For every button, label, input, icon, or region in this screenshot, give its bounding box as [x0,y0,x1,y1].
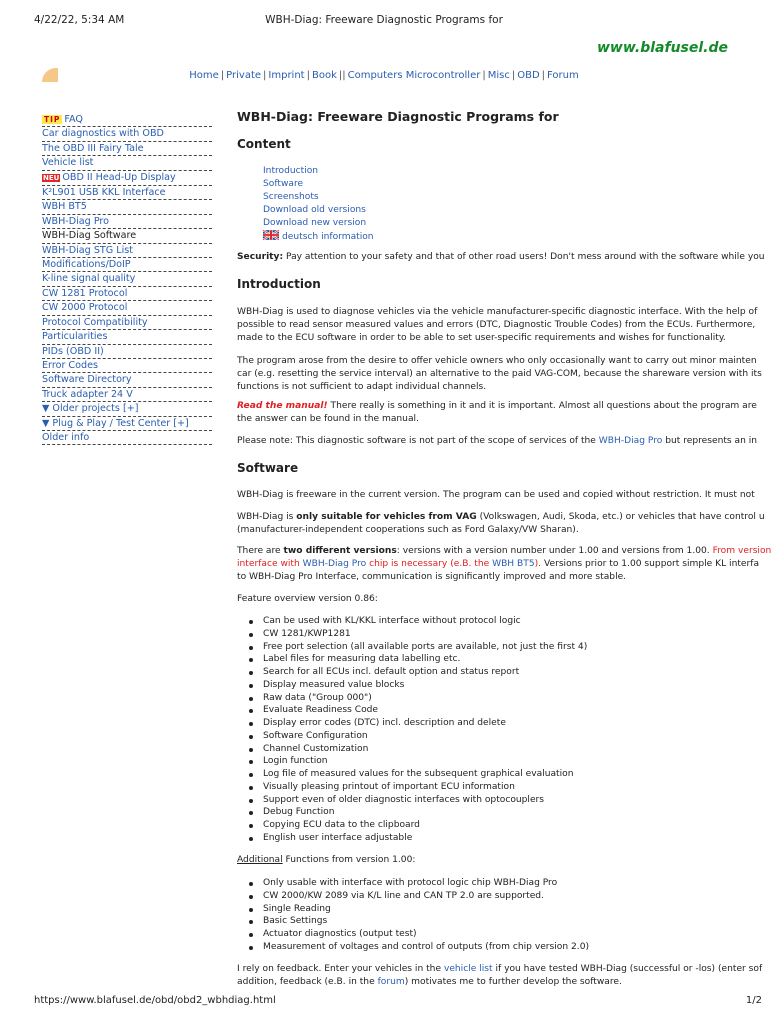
sw-p2-line2: (manufacturer-independent cooperations such as Ford Galaxy/VW Sharan). [237,525,579,535]
feedback-paragraph [237,963,763,989]
nav-book[interactable]: Book [311,70,337,81]
toc-screenshots[interactable]: Screenshots [263,192,319,202]
list-item: Log file of measured values for the subsequent graphical evaluation [237,768,587,781]
feature-list [237,615,587,845]
intro-paragraph-2 [237,355,762,394]
sidebar-item-pids[interactable]: PIDs (OBD II) [42,345,212,359]
nav-private[interactable]: Private [226,70,262,81]
manual-paragraph [237,400,757,426]
sidebar-item-wbh-bt5[interactable]: WBH BT5 [42,200,212,214]
nav-obd[interactable]: OBD [517,70,540,81]
sw-p3-a: There are [237,546,284,556]
sidebar [42,113,212,445]
software-heading: Software [237,461,299,475]
page-number: 1/2 [745,995,762,1006]
list-item: English user interface adjustable [237,832,587,845]
sidebar-item-fairy-tale[interactable]: The OBD III Fairy Tale [42,142,212,156]
table-of-contents [263,165,374,244]
security-label: Security: [237,252,284,262]
list-item: CW 2000/KW 2089 via K/L line and CAN TP 2.0 are supported. [237,890,589,903]
note-wbh-diag-pro-link[interactable]: WBH-Diag Pro [598,436,663,446]
list-item: Software Configuration [237,730,587,743]
tip-badge: TIP [44,115,61,124]
sidebar-item-plug-play[interactable]: ▼ Plug & Play / Test Center [+] [42,417,212,431]
page-title: WBH-Diag: Freeware Diagnostic Programs for [237,109,559,124]
toc-introduction[interactable]: Introduction [263,166,319,176]
toc-german-info[interactable] [263,230,374,244]
list-item: Support even of older diagnostic interfaces with optocouplers [237,794,587,807]
list-item: Channel Customization [237,743,587,756]
uk-flag-icon [263,230,279,240]
sw-p2-a: WBH-Diag is [237,512,297,522]
print-url: https://www.blafusel.de/obd/obd2_wbhdiag.html [34,995,276,1006]
vehicle-list-link[interactable]: vehicle list [443,964,493,974]
sidebar-item-kline-quality[interactable]: K-line signal quality [42,272,212,286]
list-item: Actuator diagnostics (output test) [237,928,589,941]
note-text: Please note: This diagnostic software is not part of the scope of services of the [237,436,599,446]
list-item: Raw data ("Group 000") [237,692,587,705]
feedback-b: if you have tested WBH-Diag (successful or -los) (enter sof [492,964,763,974]
additional-label: Additional [237,855,283,865]
feedback-c: addition, feedback (e.B. in the [237,977,378,987]
print-date: 4/22/22, 5:34 AM [34,14,125,26]
sw-p3-red1: From version [712,546,771,556]
forum-link[interactable]: forum [377,977,405,987]
software-paragraph-3 [237,545,771,584]
intro-p1-line: WBH-Diag is used to diagnose vehicles via the vehicle manufacturer-specific diagnostic interface. With the help of [237,307,758,317]
sw-p3-red2a: interface with [237,559,303,569]
additional-text: Functions from version 1.00: [282,855,416,865]
sidebar-item-k2l901[interactable]: K²L901 USB KKL Interface [42,186,212,200]
intro-paragraph-1 [237,306,758,345]
list-item: Measurement of voltages and control of outputs (from chip version 2.0) [237,941,589,954]
intro-p2-line: functions is not sufficient to adapt individual channels. [237,382,487,392]
list-item: Single Reading [237,903,589,916]
sidebar-item-wbh-diag-software: WBH-Diag Software [42,229,212,243]
sidebar-item-older-info[interactable]: Older info [42,431,212,445]
list-item: Evaluate Readiness Code [237,704,587,717]
nav-home[interactable]: Home [189,70,219,81]
toc-download-old[interactable]: Download old versions [263,205,366,215]
toc-software[interactable]: Software [263,179,304,189]
security-notice [237,251,765,264]
sidebar-item-label: FAQ [64,114,83,125]
sidebar-item-hud[interactable] [42,171,212,186]
list-item: Copying ECU data to the clipboard [237,819,587,832]
list-item: Basic Settings [237,915,589,928]
note-paragraph [237,435,758,448]
list-item: Display measured value blocks [237,679,587,692]
feedback-d: ) motivates me to further develop the software. [404,977,622,987]
nav-forum[interactable]: Forum [547,70,579,81]
nav-computers[interactable]: Computers Microcontroller [347,70,481,81]
sidebar-item-cw1281[interactable]: CW 1281 Protocol [42,287,212,301]
wbh-bt5-link[interactable]: WBH BT5 [492,559,535,569]
additional-functions-intro [237,854,737,867]
security-text: Pay attention to your safety and that of other road users! Don't mess around with the software while you [283,252,765,262]
sidebar-item-particularities[interactable]: Particularities [42,330,212,344]
manual-line-2: the answer can be found in the manual. [237,414,419,424]
intro-p2-line: car (e.g. resetting the service interval) an alternative to the paid VAG-COM, because the shareware version with its [237,369,762,379]
read-manual-label: Read the manual! [237,401,328,411]
feedback-a: I rely on feedback. Enter your vehicles in the [237,964,444,974]
list-item: Display error codes (DTC) incl. description and delete [237,717,587,730]
vag-only-text: only suitable for vehicles from VAG [296,512,477,522]
additional-feature-list [237,877,589,954]
nav-misc[interactable]: Misc [487,70,510,81]
sw-p2-c: (Volkswagen, Audi, Skoda, etc.) or vehicles that have control u [476,512,765,522]
feature-overview-intro: Feature overview version 0.86: [237,594,378,604]
list-item: Debug Function [237,806,587,819]
software-paragraph-1: WBH-Diag is freeware in the current version. The program can be used and copied without restriction. It must not [237,490,755,500]
list-item: Only usable with interface with protocol logic chip WBH-Diag Pro [237,877,589,890]
list-item: Visually pleasing printout of important ECU information [237,781,587,794]
manual-text: There really is something in it and it is important. Almost all questions about the program are [327,401,757,411]
sidebar-item-protocol-compat[interactable]: Protocol Compatibility [42,316,212,330]
sidebar-item-cw2000[interactable]: CW 2000 Protocol [42,301,212,315]
list-item: Can be used with KL/KKL interface without protocol logic [237,615,587,628]
sidebar-item-modifications[interactable]: Modifications/DoIP [42,258,212,272]
list-item: CW 1281/KWP1281 [237,628,587,641]
sidebar-item-label: OBD II Head-Up Display [62,171,176,183]
note-tail: but represents an in [662,436,758,446]
sidebar-item-truck-adapter[interactable]: Truck adapter 24 V [42,388,212,402]
sw-p3-tail: Versions prior to 1.00 support simple KL interfa [541,559,760,569]
sw-p3-c: : versions with a version number under 1.00 and versions from 1.00. [396,546,713,556]
intro-p1-line: made to the ECU software in order to be able to set user-specific requirements and wishes for functionality. [237,333,726,343]
content-heading: Content [237,137,291,151]
list-item: Free port selection (all available ports are available, not just the first 4) [237,641,587,654]
print-title: WBH-Diag: Freeware Diagnostic Programs for [265,14,503,26]
introduction-heading: Introduction [237,277,321,291]
intro-p2-line: The program arose from the desire to offer vehicle owners who only occasionally want to carry out minor mainten [237,356,757,366]
list-item: Label files for measuring data labelling etc. [237,653,587,666]
sidebar-item-car-diagnostics[interactable]: Car diagnostics with OBD [42,127,212,141]
nav-imprint[interactable]: Imprint [268,70,305,81]
sidebar-item-error-codes[interactable]: Error Codes [42,359,212,373]
sw-p3-line3: to WBH-Diag Pro Interface, communication is significantly improved and more stable. [237,572,627,582]
sw-p3-red2c: ). [534,559,542,569]
sidebar-item-faq[interactable] [42,113,212,127]
toc-german-label: deutsch information [282,232,374,242]
toc-download-new[interactable]: Download new version [263,218,367,228]
intro-p1-line: possible to read sensor measured values and errors (DTC, Diagnostic Trouble Codes) from the ECUs. Furthermore, [237,320,756,330]
sidebar-item-vehicle-list[interactable]: Vehicle list [42,156,212,170]
two-versions-text: two different versions [283,546,397,556]
wbh-diag-pro-link[interactable]: WBH-Diag Pro [302,559,367,569]
top-navigation: Home | Private | Imprint | Book || Computers Microcontroller | Misc | OBD | Forum [189,70,579,81]
sidebar-item-older-projects[interactable]: ▼ Older projects [+] [42,402,212,416]
sidebar-item-stg-list[interactable]: WBH-Diag STG List [42,244,212,258]
neu-badge: NEU [43,173,60,182]
sw-p3-red2b: chip is necessary (e.B. the [366,559,493,569]
list-item: Login function [237,755,587,768]
site-brand-link[interactable]: www.blafusel.de [596,40,728,56]
software-paragraph-2 [237,511,765,537]
sidebar-item-wbh-diag-pro[interactable]: WBH-Diag Pro [42,215,212,229]
sidebar-item-software-dir[interactable]: Software Directory [42,373,212,387]
list-item: Search for all ECUs incl. default option and status report [237,666,587,679]
